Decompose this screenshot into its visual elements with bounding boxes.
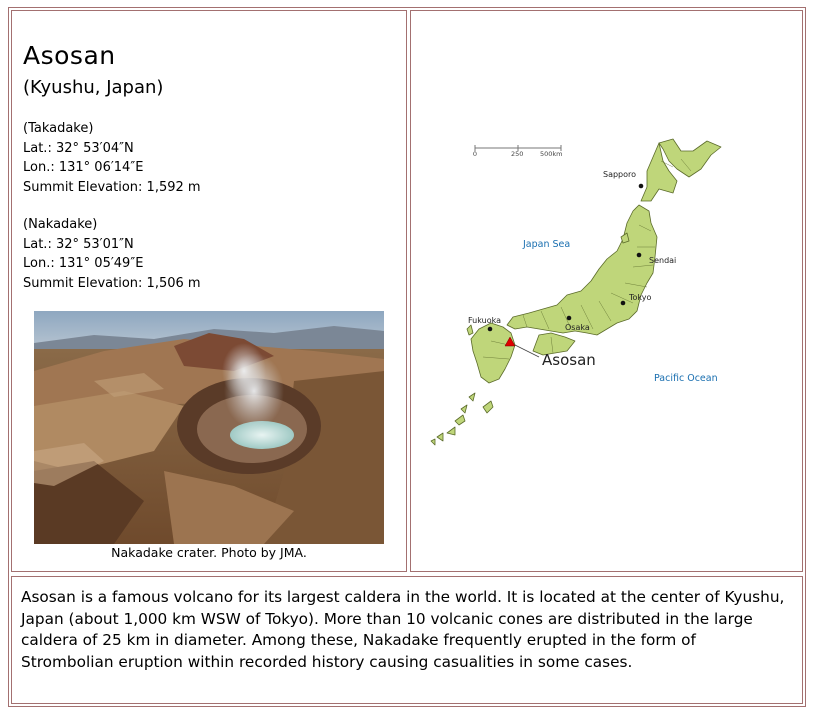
volcano-info-panel	[11, 10, 407, 572]
peak-info-nakadake	[23, 215, 201, 293]
city-marker	[621, 301, 626, 306]
description-panel	[11, 576, 803, 704]
city-label-osaka: Osaka	[565, 323, 590, 332]
japan-map	[411, 11, 802, 571]
city-marker	[639, 184, 644, 189]
peak-longitude: Lon.: 131° 05′49″E	[23, 256, 144, 271]
scale-label: 500km	[540, 150, 563, 158]
city-marker	[637, 253, 642, 258]
location-map-panel	[410, 10, 803, 572]
peak-name: (Takadake)	[23, 121, 94, 136]
map-scale-bar	[473, 145, 563, 158]
city-label-sapporo: Sapporo	[603, 170, 637, 179]
peak-longitude: Lon.: 131° 06′14″E	[23, 160, 144, 175]
city-label-sendai: Sendai	[649, 256, 677, 265]
city-marker	[567, 316, 572, 321]
volcano-title: Asosan	[23, 41, 116, 70]
peak-elevation: Summit Elevation: 1,506 m	[23, 275, 201, 291]
volcano-description: Asosan is a famous volcano for its largest caldera in the world. It is located at the center of Kyushu, Japan (about 1,000 km WSW of Tokyo). More than 10 volcanic cones are distributed in the large caldera of 25 km in diameter. Among these, Nakadake frequently erupted in the form of Strombolian eruption within recorded history causing casualities in some cases.	[21, 588, 785, 671]
city-marker	[488, 327, 493, 332]
crater-photo	[34, 311, 384, 544]
sea-label-pacific-ocean: Pacific Ocean	[654, 373, 718, 384]
peak-info-takadake	[23, 119, 201, 197]
scale-label: 250	[511, 150, 524, 158]
peak-latitude: Lat.: 32° 53′04″N	[23, 140, 134, 156]
japan-landmass	[431, 139, 721, 445]
scale-label: 0	[472, 150, 478, 158]
peak-latitude: Lat.: 32° 53′01″N	[23, 236, 134, 252]
kyushu-shape	[471, 323, 515, 383]
sea-label-japan-sea: Japan Sea	[523, 239, 571, 250]
peak-elevation: Summit Elevation: 1,592 m	[23, 179, 201, 195]
volcano-region: (Kyushu, Japan)	[23, 77, 164, 98]
volcano-map-label: Asosan	[542, 351, 596, 369]
city-label-tokyo: Tokyo	[629, 293, 652, 302]
photo-caption: Nakadake crater. Photo by JMA.	[111, 545, 307, 560]
city-label-fukuoka: Fukuoka	[468, 316, 501, 325]
peak-name: (Nakadake)	[23, 217, 98, 232]
honshu-shape	[507, 205, 657, 335]
